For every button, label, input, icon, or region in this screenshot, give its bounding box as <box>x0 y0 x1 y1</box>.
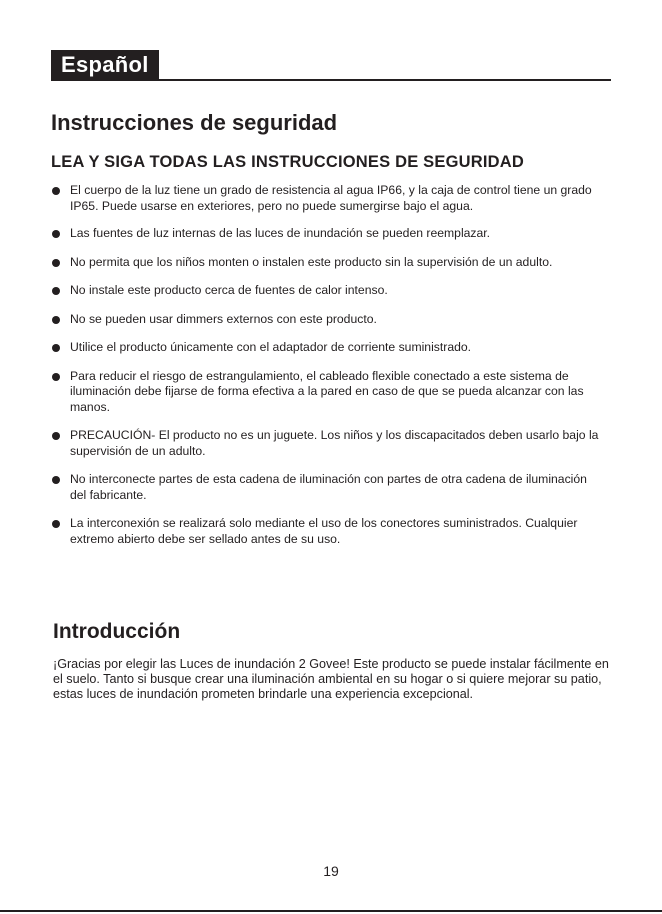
language-header <box>51 50 611 81</box>
list-item <box>51 369 599 416</box>
bullet-icon <box>52 230 60 238</box>
list-item-text: No instale este producto cerca de fuentes de calor intenso. <box>70 283 388 297</box>
bullet-icon <box>52 287 60 295</box>
bullet-icon <box>52 476 60 484</box>
bullet-icon <box>52 432 60 440</box>
list-item <box>51 255 599 271</box>
page-number: 19 <box>323 863 339 879</box>
list-item <box>51 340 599 356</box>
list-item-text: Utilice el producto únicamente con el adaptador de corriente suministrado. <box>70 340 472 354</box>
list-item <box>51 183 599 214</box>
bullet-icon <box>52 259 60 267</box>
list-item-text: El cuerpo de la luz tiene un grado de resistencia al agua IP66, y la caja de control tiene un grado IP65. Puede usarse en exteriores, pero no puede sumergirse bajo el agua. <box>70 183 592 213</box>
list-item <box>51 226 599 242</box>
list-item-text: No permita que los niños monten o instalen este producto sin la supervisión de un adulto. <box>70 254 553 269</box>
language-tab: Español <box>51 50 159 80</box>
list-item-text: PRECAUCIÓN- El producto no es un juguete. Los niños y los discapacitados deben usarlo bajo la supervisión de un adulto. <box>70 428 599 458</box>
bullet-icon <box>52 316 60 324</box>
list-item <box>51 428 599 459</box>
list-item-text: La interconexión se realizará solo mediante el uso de los conectores suministrados. Cualquier extremo abierto debe ser sellado antes de su uso. <box>70 516 578 546</box>
list-item <box>51 516 599 547</box>
list-item-text: Las fuentes de luz internas de las luces de inundación se pueden reemplazar. <box>70 226 491 240</box>
bullet-icon <box>52 344 60 352</box>
list-item <box>51 283 599 299</box>
list-item-text: No se pueden usar dimmers externos con este producto. <box>70 311 377 326</box>
list-item <box>51 312 599 328</box>
list-item <box>51 472 599 503</box>
header-rule <box>51 79 611 81</box>
intro-title: Introducción <box>53 620 181 643</box>
bullet-icon <box>52 520 60 528</box>
safety-title: Instrucciones de seguridad <box>51 110 338 135</box>
bullet-icon <box>52 187 60 195</box>
list-item-text: Para reducir el riesgo de estrangulamiento, el cableado flexible conectado a este sistema de iluminación debe fijarse de forma efectiva a la pared en caso de que se pueda alcanzar con las manos. <box>70 368 584 414</box>
bullet-icon <box>52 373 60 381</box>
safety-subtitle: LEA Y SIGA TODAS LAS INSTRUCCIONES DE SEGURIDAD <box>51 153 524 171</box>
safety-list <box>51 183 599 547</box>
list-item-text: No interconecte partes de esta cadena de iluminación con partes de otra cadena de iluminación del fabricante. <box>70 472 587 502</box>
intro-paragraph: ¡Gracias por elegir las Luces de inundación 2 Govee! Este producto se puede instalar fácilmente en el suelo. Tanto si busque crear una iluminación ambiental en su hogar o si quiere mejorar su patio, estas luces de inundación prometen brindarle una experiencia excepcional. <box>53 657 609 701</box>
bottom-rule <box>0 910 662 912</box>
